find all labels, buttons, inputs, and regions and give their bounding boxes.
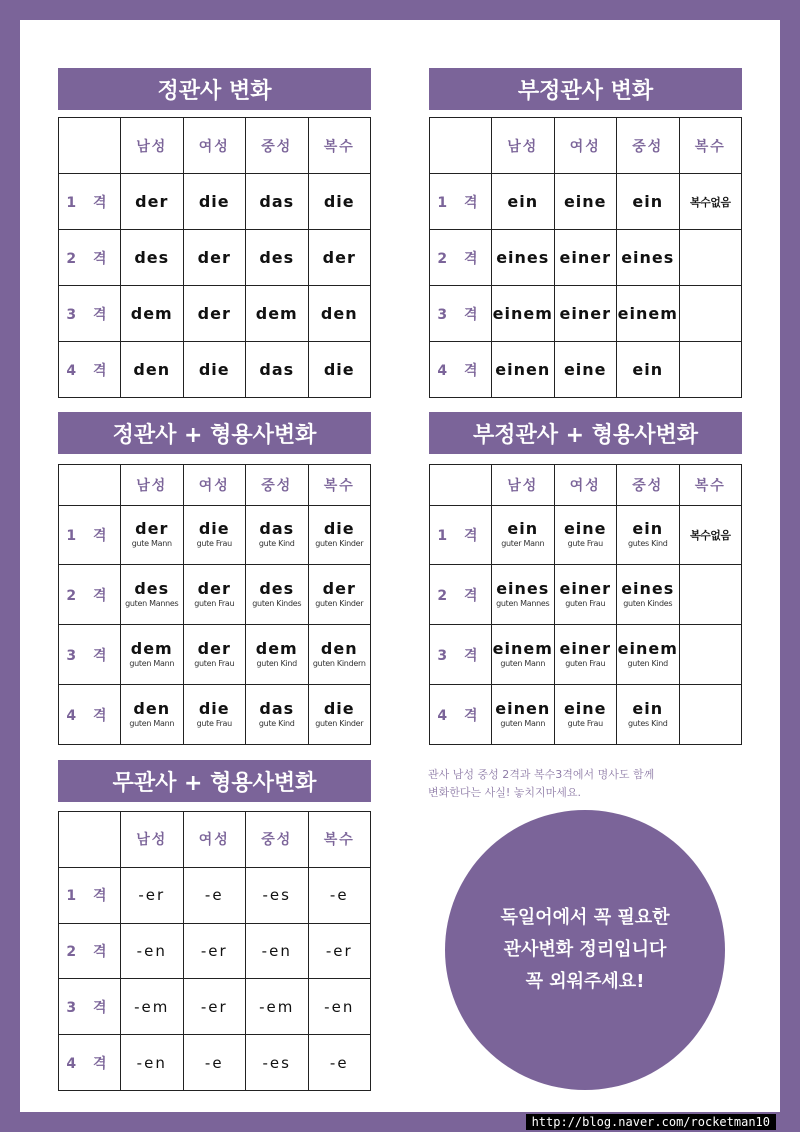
table-cell: -er [121, 867, 184, 923]
row-header-genitive: 2 격 [430, 565, 492, 625]
table-cell [183, 565, 246, 625]
example-phrase: gutes Kind [627, 538, 668, 548]
article-word: einer [559, 638, 611, 658]
article-word: dem [130, 638, 173, 658]
table-cell: einen [492, 342, 555, 398]
row-header-accusative: 4 격 [59, 1035, 121, 1091]
table-cell: -en [121, 1035, 184, 1091]
article-word: der [197, 638, 231, 658]
table-cell: -en [308, 979, 371, 1035]
row-header-accusative: 4 격 [59, 685, 121, 745]
table-cell: dem [121, 286, 184, 342]
table-cell: ein [492, 174, 555, 230]
example-phrase: gute Frau [196, 538, 232, 548]
article-word: die [198, 698, 230, 718]
table-cell [121, 625, 184, 685]
row-header-dative: 3 격 [59, 286, 121, 342]
article-word: des [134, 578, 170, 598]
col-header-neuter: 중성 [246, 812, 309, 868]
row-header-accusative: 4 격 [430, 342, 492, 398]
col-header-feminine: 여성 [183, 812, 246, 868]
article-word: der [197, 578, 231, 598]
table-cell [554, 505, 617, 565]
col-header-feminine: 여성 [183, 465, 246, 506]
table-cell: den [121, 342, 184, 398]
example-phrase: guten Kindern [312, 658, 366, 668]
table-cell: -e [183, 1035, 246, 1091]
col-header-masculine: 남성 [121, 465, 184, 506]
table-cell: die [183, 174, 246, 230]
table-cell: das [246, 342, 309, 398]
example-phrase: guten Mann [500, 718, 546, 728]
table-cell: -e [308, 1035, 371, 1091]
example-phrase: guten Mann [500, 658, 546, 668]
row-header-dative: 3 격 [430, 625, 492, 685]
table-cell: einer [554, 230, 617, 286]
table-cell [679, 342, 742, 398]
table-cell [679, 685, 742, 745]
note-line: 관사 남성 중성 2격과 복수3격에서 명사도 함께 [428, 768, 655, 781]
table-cell [183, 505, 246, 565]
table-cell: die [183, 342, 246, 398]
example-phrase: gute Kind [258, 718, 295, 728]
table-cell [492, 565, 555, 625]
example-phrase: guten Frau [565, 598, 606, 608]
article-word: einem [617, 638, 678, 658]
table-cell [617, 505, 680, 565]
col-header-neuter: 중성 [246, 465, 309, 506]
example-phrase: guten Mannes [496, 598, 550, 608]
article-word: des [259, 578, 295, 598]
example-phrase: guten Kindes [623, 598, 673, 608]
table-cell [679, 230, 742, 286]
table-cell: der [183, 286, 246, 342]
indefinite-adjective-table [429, 464, 742, 745]
example-phrase: guten Frau [194, 598, 235, 608]
article-word: die [198, 518, 230, 538]
table-cell: den [308, 286, 371, 342]
col-header-plural: 복수 [308, 465, 371, 506]
article-word: ein [507, 518, 539, 538]
blog-url-watermark: http://blog.naver.com/rocketman10 [526, 1114, 776, 1130]
article-word: der [322, 578, 356, 598]
article-word: ein [632, 518, 664, 538]
article-word: den [133, 698, 171, 718]
article-word: eine [563, 518, 607, 538]
circle-line: 독일어에서 꼭 필요한 [500, 907, 670, 928]
table-cell [617, 565, 680, 625]
table-cell: einem [492, 286, 555, 342]
table-cell [679, 625, 742, 685]
table-cell: die [308, 342, 371, 398]
row-header-dative: 3 격 [59, 625, 121, 685]
table-cell: eines [617, 230, 680, 286]
table-cell [121, 565, 184, 625]
row-header-nominative: 1 격 [59, 505, 121, 565]
table-cell: -er [183, 979, 246, 1035]
row-header-accusative: 4 격 [430, 685, 492, 745]
indefinite-article-table [429, 117, 742, 398]
table-cell [492, 505, 555, 565]
article-word: ein [632, 698, 664, 718]
row-header-nominative: 1 격 [430, 174, 492, 230]
corner-cell [430, 118, 492, 174]
article-word: eines [496, 578, 550, 598]
table-cell [554, 565, 617, 625]
col-header-neuter: 중성 [246, 118, 309, 174]
no-plural-cell: 복수없음 [679, 174, 742, 230]
table-cell [679, 286, 742, 342]
table-cell: eines [492, 230, 555, 286]
table-cell: -es [246, 1035, 309, 1091]
example-phrase: guten Frau [565, 658, 606, 668]
table-cell [246, 625, 309, 685]
example-phrase: guten Mann [129, 718, 175, 728]
table-cell [492, 625, 555, 685]
row-header-genitive: 2 격 [430, 230, 492, 286]
example-phrase: guten Mann [129, 658, 175, 668]
definite-article-table [58, 117, 371, 398]
table-cell: -er [183, 923, 246, 979]
example-phrase: guten Kind [627, 658, 668, 668]
corner-cell [59, 812, 121, 868]
table-cell: dem [246, 286, 309, 342]
table-cell [121, 505, 184, 565]
col-header-plural: 복수 [308, 812, 371, 868]
col-header-feminine: 여성 [554, 118, 617, 174]
col-header-plural: 복수 [679, 118, 742, 174]
table-cell: der [121, 174, 184, 230]
article-word: der [135, 518, 169, 538]
indefinite-adjective-title: 부정관사 + 형용사변화 [429, 412, 742, 454]
table-cell: ein [617, 174, 680, 230]
table-cell [617, 625, 680, 685]
col-header-masculine: 남성 [121, 118, 184, 174]
table-cell [617, 685, 680, 745]
table-cell [308, 565, 371, 625]
example-phrase: guten Kinder [315, 538, 364, 548]
article-word: einem [492, 638, 553, 658]
summary-circle [445, 810, 725, 1090]
indefinite-article-title: 부정관사 변화 [429, 68, 742, 110]
example-phrase: gute Kind [258, 538, 295, 548]
definite-adjective-title: 정관사 + 형용사변화 [58, 412, 371, 454]
article-word: einer [559, 578, 611, 598]
article-word: die [323, 518, 355, 538]
table-cell [554, 625, 617, 685]
example-phrase: guten Kinder [315, 718, 364, 728]
table-cell: -em [246, 979, 309, 1035]
circle-line: 꼭 외워주세요! [525, 971, 645, 992]
table-cell [308, 505, 371, 565]
article-word: das [259, 698, 295, 718]
table-cell: einem [617, 286, 680, 342]
col-header-masculine: 남성 [492, 465, 555, 506]
table-cell: eine [554, 342, 617, 398]
table-cell [308, 625, 371, 685]
table-cell: eine [554, 174, 617, 230]
table-cell: -em [121, 979, 184, 1035]
no-article-adjective-table [58, 811, 371, 1091]
table-cell: -es [246, 867, 309, 923]
table-cell [246, 685, 309, 745]
row-header-dative: 3 격 [59, 979, 121, 1035]
table-cell [246, 505, 309, 565]
corner-cell [59, 465, 121, 506]
article-word: eine [563, 698, 607, 718]
table-cell: des [246, 230, 309, 286]
row-header-genitive: 2 격 [59, 565, 121, 625]
table-cell: die [308, 174, 371, 230]
no-plural-cell: 복수없음 [679, 505, 742, 565]
table-cell [183, 625, 246, 685]
table-cell: -en [246, 923, 309, 979]
row-header-nominative: 1 격 [59, 867, 121, 923]
table-cell [246, 565, 309, 625]
table-cell [308, 685, 371, 745]
corner-cell [59, 118, 121, 174]
example-phrase: gute Frau [567, 718, 603, 728]
note-line: 변화한다는 사실! 놓치지마세요. [428, 786, 582, 799]
example-phrase: guten Frau [194, 658, 235, 668]
row-header-nominative: 1 격 [59, 174, 121, 230]
col-header-masculine: 남성 [121, 812, 184, 868]
col-header-plural: 복수 [308, 118, 371, 174]
corner-cell [430, 465, 492, 506]
col-header-feminine: 여성 [183, 118, 246, 174]
table-cell: das [246, 174, 309, 230]
table-cell: der [183, 230, 246, 286]
definite-adjective-table [58, 464, 371, 745]
article-word: das [259, 518, 295, 538]
no-article-adjective-title: 무관사 + 형용사변화 [58, 760, 371, 802]
article-word: den [320, 638, 358, 658]
table-cell: -e [308, 867, 371, 923]
col-header-neuter: 중성 [617, 465, 680, 506]
example-phrase: gutes Kind [627, 718, 668, 728]
table-cell [121, 685, 184, 745]
col-header-masculine: 남성 [492, 118, 555, 174]
table-cell: der [308, 230, 371, 286]
col-header-feminine: 여성 [554, 465, 617, 506]
row-header-nominative: 1 격 [430, 505, 492, 565]
row-header-genitive: 2 격 [59, 923, 121, 979]
table-cell: -en [121, 923, 184, 979]
example-phrase: gute Frau [196, 718, 232, 728]
circle-line: 관사변화 정리입니다 [503, 939, 667, 960]
table-cell: -e [183, 867, 246, 923]
article-word: die [323, 698, 355, 718]
table-cell: des [121, 230, 184, 286]
article-word: eines [621, 578, 675, 598]
table-cell: ein [617, 342, 680, 398]
table-cell: -er [308, 923, 371, 979]
article-word: dem [255, 638, 298, 658]
example-phrase: gute Mann [131, 538, 172, 548]
example-phrase: guter Mann [501, 538, 545, 548]
row-header-dative: 3 격 [430, 286, 492, 342]
row-header-accusative: 4 격 [59, 342, 121, 398]
example-phrase: guten Kindes [252, 598, 302, 608]
article-word: einen [495, 698, 551, 718]
table-cell [679, 565, 742, 625]
col-header-neuter: 중성 [617, 118, 680, 174]
table-cell [183, 685, 246, 745]
example-phrase: guten Mannes [125, 598, 179, 608]
row-header-genitive: 2 격 [59, 230, 121, 286]
table-cell: einer [554, 286, 617, 342]
example-phrase: gute Frau [567, 538, 603, 548]
table-cell [554, 685, 617, 745]
table-cell [492, 685, 555, 745]
note-text [428, 766, 748, 802]
example-phrase: guten Kind [256, 658, 297, 668]
col-header-plural: 복수 [679, 465, 742, 506]
definite-article-title: 정관사 변화 [58, 68, 371, 110]
example-phrase: guten Kinder [315, 598, 364, 608]
